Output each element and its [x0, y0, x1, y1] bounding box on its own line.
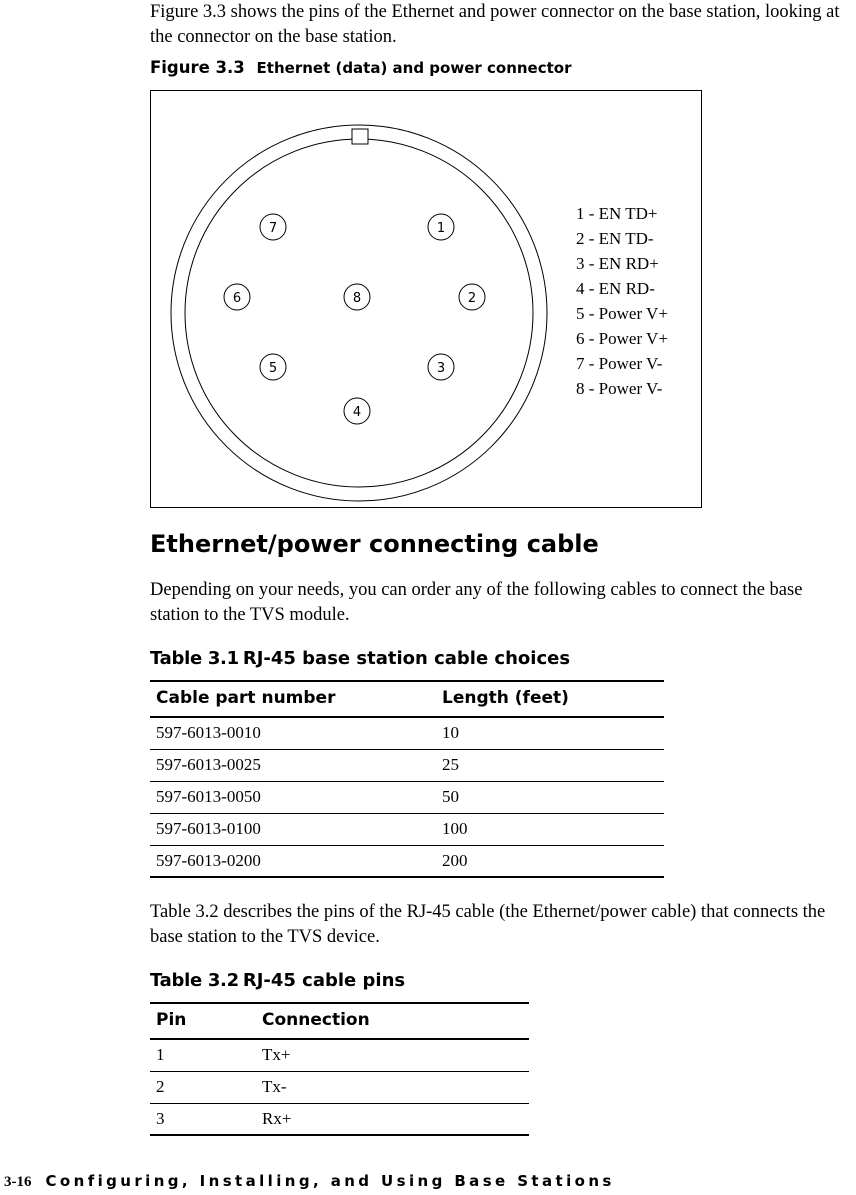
pin-legend-item: 1 - EN TD+: [576, 204, 658, 223]
length-cell: 25: [436, 749, 664, 781]
part-number-cell: 597-6013-0025: [150, 749, 436, 781]
pin-legend-item: 3 - EN RD+: [576, 254, 659, 273]
pin-legend-item: 6 - Power V+: [576, 329, 668, 348]
pin-6: [224, 284, 250, 310]
table2-caption: [150, 970, 405, 991]
pin-cell: 1: [150, 1039, 256, 1071]
section-heading: Ethernet/power connecting cable: [150, 530, 599, 558]
pin-4: [344, 398, 370, 424]
table-row: [150, 1103, 529, 1135]
pin-8: [344, 284, 370, 310]
pin-label: 3: [436, 361, 446, 376]
cable-pins-paragraph: Table 3.2 describes the pins of the RJ-45 cable (the Ethernet/power cable) that connects the base station to the TVS device.: [150, 902, 826, 947]
pin-label: 1: [436, 221, 446, 236]
connector-figure: [150, 90, 702, 508]
connector-inner-ring: [185, 139, 533, 487]
connection-cell: Tx-: [256, 1071, 529, 1103]
pin-legend-item: 2 - EN TD-: [576, 229, 654, 248]
pin-label: 7: [268, 221, 278, 236]
pin-label: 6: [232, 291, 242, 306]
part-number-cell: 597-6013-0010: [150, 717, 436, 749]
part-number-cell: 597-6013-0200: [150, 845, 436, 877]
connection-cell: Rx+: [256, 1103, 529, 1135]
pin-label: 2: [467, 291, 477, 306]
pin-label: 8: [352, 291, 362, 306]
table1-number: Table 3.1: [150, 648, 239, 669]
table-row: [150, 717, 664, 749]
length-cell: 50: [436, 781, 664, 813]
connector-key-notch: [352, 129, 368, 144]
length-cell: 200: [436, 845, 664, 877]
column-header-part-number: Cable part number: [150, 681, 436, 717]
pin-cell: 2: [150, 1071, 256, 1103]
pin-cell: 3: [150, 1103, 256, 1135]
cable-choices-paragraph: Depending on your needs, you can order any of the following cables to connect the base station to the TVS module.: [150, 580, 803, 625]
figure-title: Ethernet (data) and power connector: [256, 59, 572, 77]
connector-pins: [224, 214, 485, 424]
pin-5: [260, 354, 286, 380]
table-header-row: [150, 1003, 529, 1039]
pin-2: [459, 284, 485, 310]
pin-label: 5: [268, 361, 278, 376]
table-row: [150, 1071, 529, 1103]
intro-paragraph: Figure 3.3 shows the pins of the Ethernet and power connector on the base station, looking at the connector on the base station.: [150, 2, 840, 47]
pin-legend: [576, 201, 668, 401]
part-number-cell: 597-6013-0100: [150, 813, 436, 845]
pin-legend-item: 8 - Power V-: [576, 379, 663, 398]
pin-7: [260, 214, 286, 240]
column-header-connection: Connection: [256, 1003, 529, 1039]
length-cell: 10: [436, 717, 664, 749]
cable-pins-table: [150, 1002, 529, 1136]
page-number: 3-16: [4, 1174, 32, 1190]
pin-legend-item: 5 - Power V+: [576, 304, 668, 323]
connection-cell: Tx+: [256, 1039, 529, 1071]
table-row: [150, 781, 664, 813]
table-row: [150, 845, 664, 877]
figure-number: Figure 3.3: [150, 58, 245, 77]
part-number-cell: 597-6013-0050: [150, 781, 436, 813]
chapter-title: Configuring, Installing, and Using Base Stations: [45, 1172, 615, 1190]
connector-outer-ring: [171, 125, 547, 501]
table-header-row: [150, 681, 664, 717]
pin-label: 4: [352, 405, 362, 420]
column-header-pin: Pin: [150, 1003, 256, 1039]
pin-1: [428, 214, 454, 240]
pin-legend-item: 7 - Power V-: [576, 354, 663, 373]
figure-caption: [150, 58, 572, 77]
table2-title: RJ-45 cable pins: [242, 970, 406, 991]
table-row: [150, 749, 664, 781]
cable-choices-table: [150, 680, 664, 878]
length-cell: 100: [436, 813, 664, 845]
table1-caption: [150, 648, 570, 669]
table-row: [150, 1039, 529, 1071]
table-row: [150, 813, 664, 845]
column-header-length: Length (feet): [436, 681, 664, 717]
page-footer: [4, 1172, 615, 1191]
table2-number: Table 3.2: [150, 970, 239, 991]
pin-legend-item: 4 - EN RD-: [576, 279, 655, 298]
table1-title: RJ-45 base station cable choices: [242, 648, 571, 669]
pin-3: [428, 354, 454, 380]
